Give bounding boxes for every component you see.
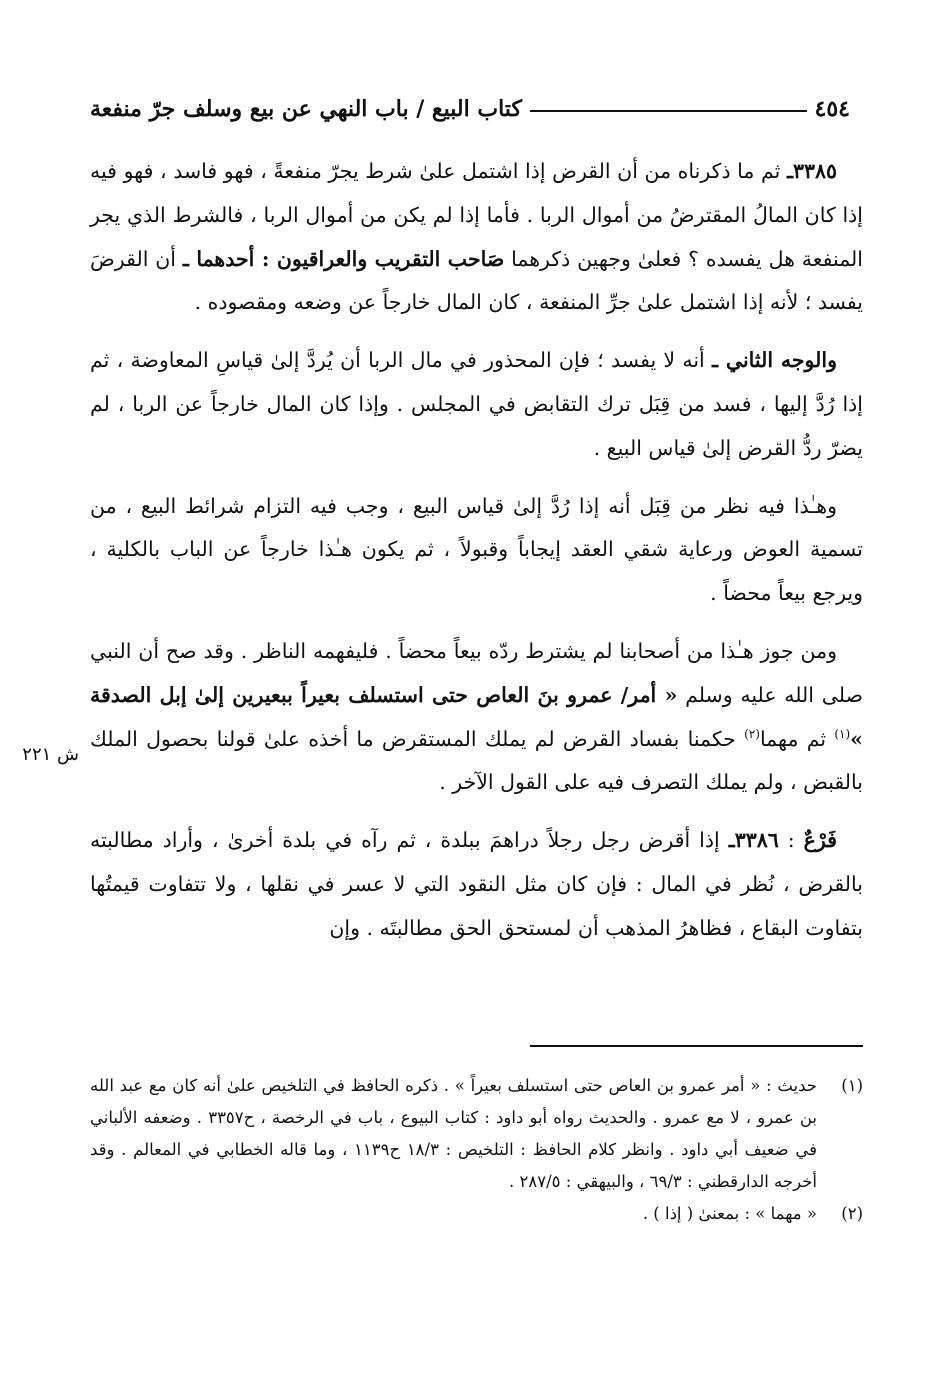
running-title: كتاب البيع / باب النهي عن بيع وسلف جرّ منفعة [90,96,522,122]
footnote-divider [530,1045,863,1047]
paragraph-commentary [90,485,863,616]
paragraph-text: ومن جوز هـٰذا من أصحابنا لم يشترط ردّه بيعاً محضاً . فليفهمه الناظر . وقد صح أن النبي صلى الله عليه وسلم [90,638,863,707]
footnote-2 [90,1198,863,1230]
emphasized-text: صَاحب التقريب والعراقيون : أحدهما ـ [182,246,505,271]
footnote-number: (٢) [841,1204,863,1223]
page-header [90,82,850,122]
emphasized-text: والوجه الثاني ـ [711,348,837,373]
main-text [90,150,863,965]
paragraph-text: أن القرضَ يفسد ؛ لأنه إذا اشتمل علىٰ جرِّ المنفعة ، كان المال خارجاً عن وضعه ومقصوده . [90,246,863,315]
manuscript-folio-marker: ش ٢٢١ [22,744,79,765]
issue-number: ٣٣٨٥ـ [786,159,837,183]
paragraph-3385 [90,150,863,325]
branch-label: فَرْعٌ [803,828,837,853]
footnote-ref-2[interactable]: (٢) [744,726,760,741]
paragraph-3386 [90,819,863,950]
hadith-quote: « أمر/ عمرو بنَ العاص حتى استسلف بعيراً ببعيرين إلىٰ إبل الصدقة » [90,682,863,751]
footnote-text: « مهما » : بمعنىٰ ( إذا ) . [642,1204,817,1223]
page-number: ٤٥٤ [814,96,850,122]
header-rule [530,110,807,112]
separator: : [778,828,804,853]
paragraph-text: أنه لا يفسد ؛ فإن المحذور في مال الربا أن يُردَّ إلىٰ قياسِ المعاوضة ، ثم إذا رُدَّ إليها ، فسد من قِبَل ترك التقابض في المجلس . وإذا كان المال خارجاً عن الربا ، لم يضرّ ردُّ القرض إلىٰ قياس البيع . [90,348,863,460]
footnote-text: حديث : « أمر عمرو بن العاص حتى استسلف بعيراً » . ذكره الحافظ في التلخيص علىٰ أنه كان مع عبد الله بن عمرو ، لا مع عمرو . والحديث رواه أبو داود : كتاب البيوع ، باب في الرخصة ، ح٣٣٥٧ . وضعفه الألباني في ضعيف أبي داود . وانظر كلام الحافظ : التلخيص : ١٨/٣ ح١١٣٩ ، وما قاله الخطابي في المعالم . وقد أخرجه الدارقطني : ٦٩/٣ ، والبيهقي : ٢٨٧/٥ . [90,1076,817,1191]
footnote-number: (١) [841,1076,863,1095]
paragraph-text: وهـٰذا فيه نظر من قِبَل أنه إذا رُدَّ إلىٰ قياس البيع ، وجب فيه التزام شرائط البيع ، من تسمية العوض ورعاية شقي العقد إيجاباً وقبولاً ، ثم يكون هـٰذا خارجاً عن الباب بالكلية ، ويرجع بيعاً محضاً . [90,493,863,606]
footnotes [90,1070,863,1230]
paragraph-text: إذا أقرض رجل رجلاً دراهمَ ببلدة ، ثم رآه في بلدة أخرىٰ ، وأراد مطالبته بالقرض ، نُظر في المال : فإن كان مثل النقود التي لا عسر في نقلها ، ولا تتفاوت قيمتُها بتفاوت البقاع ، فظاهرُ المذهب أن لمستحق الحق مطالبتَه . وإن [90,828,863,940]
paragraph-text: ثم ما ذكرناه من أن القرض إذا اشتمل علىٰ شرط يجرّ منفعةً ، فهو فاسد ، فهو فيه إذا كان المالُ المقترضُ من أموال الربا . فأما إذا لم يكن من أموال الربا ، فالشرط الذي يجر المنفعة هل يفسده ؟ فعلىٰ وجهين ذكرهما [90,159,863,271]
paragraph-second-view [90,339,863,470]
issue-number: ٣٣٨٦ـ [728,828,779,853]
paragraph-text: ثم مهما [759,726,835,751]
footnote-ref-1[interactable]: (١) [834,726,851,741]
paragraph-text: حكمنا بفساد القرض لم يملك المستقرض ما أخذه علىٰ قولنا بحصول الملك بالقبض ، ولم يملك التصرف فيه على القول الآخر . [90,726,863,795]
paragraph-hadith [90,630,863,805]
footnote-1 [90,1070,863,1198]
